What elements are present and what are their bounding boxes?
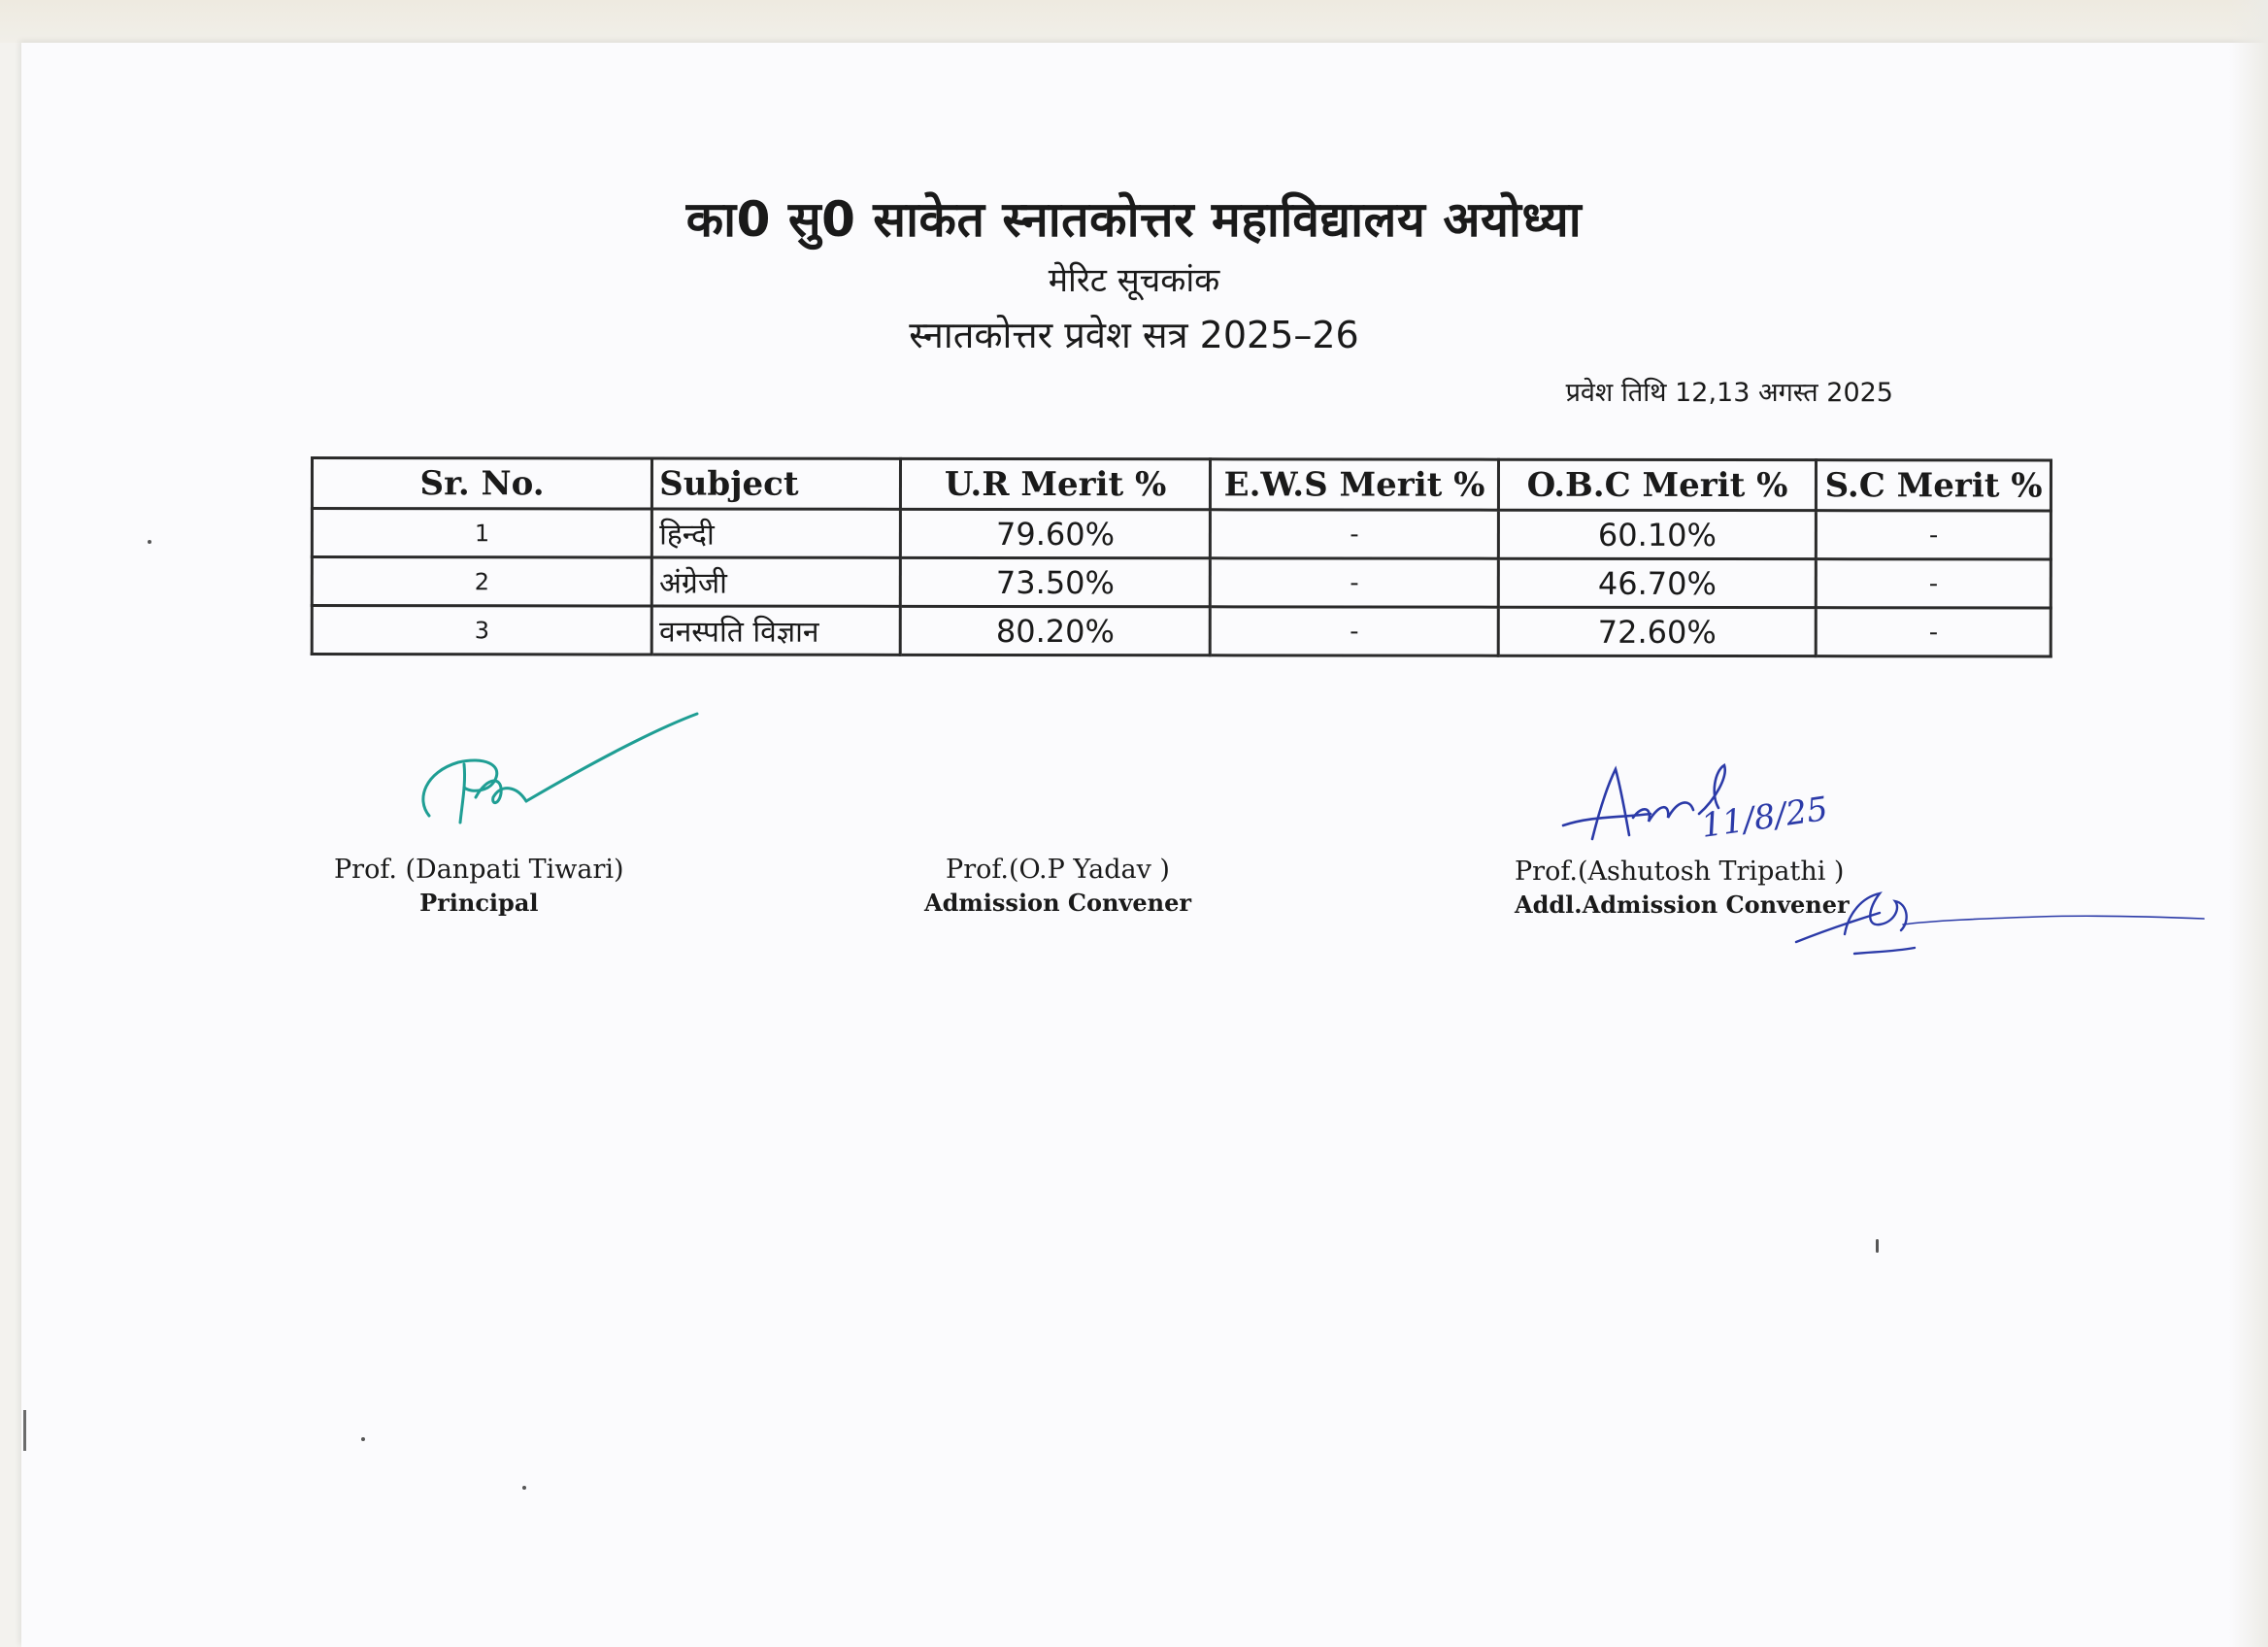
column-header-sr-no: Sr. No. bbox=[312, 458, 651, 509]
cell-obc-merit: 60.10% bbox=[1498, 510, 1817, 558]
convener-signatory bbox=[924, 855, 1191, 917]
cell-sr-no: 3 bbox=[312, 606, 651, 655]
signatory-name: Prof.(Ashutosh Tripathi ) bbox=[1515, 857, 1845, 887]
cell-ews-merit: - bbox=[1211, 607, 1499, 655]
principal-signature bbox=[408, 704, 709, 840]
table-header-row bbox=[312, 458, 2051, 512]
signatory-role: Addl.Admission Convener bbox=[1515, 891, 1850, 919]
scan-speck bbox=[522, 1486, 526, 1490]
signatory-role: Principal bbox=[419, 889, 539, 917]
cell-sc-merit: - bbox=[1817, 608, 2051, 656]
merit-table bbox=[311, 456, 2052, 658]
column-header-obc-merit: O.B.C Merit % bbox=[1498, 459, 1817, 510]
cell-subject: अंग्रेजी bbox=[651, 557, 900, 606]
column-header-ews-merit: E.W.S Merit % bbox=[1211, 459, 1499, 510]
column-header-sc-merit: S.C Merit % bbox=[1817, 460, 2051, 511]
admission-session: स्नातकोत्तर प्रवेश सत्र 2025–26 bbox=[909, 314, 1359, 356]
table-row bbox=[312, 606, 2051, 657]
signatory-role: Admission Convener bbox=[924, 889, 1192, 917]
admission-date: प्रवेश तिथि 12,13 अगस्त 2025 bbox=[1565, 378, 1893, 408]
scan-speck bbox=[148, 540, 151, 544]
addl-convener-signatory bbox=[1515, 857, 1850, 919]
cell-sr-no: 2 bbox=[312, 557, 651, 606]
college-name: का0 सु0 साकेत स्नातकोत्तर महाविद्यालय अयोध्या bbox=[685, 191, 1583, 248]
cell-subject: वनस्पति विज्ञान bbox=[651, 606, 900, 655]
signatory-name: Prof.(O.P Yadav ) bbox=[946, 855, 1170, 885]
cell-ur-merit: 80.20% bbox=[900, 606, 1211, 655]
scan-edge-mark bbox=[23, 1410, 26, 1451]
signatory-name: Prof. (Danpati Tiwari) bbox=[334, 855, 624, 885]
cell-sr-no: 1 bbox=[312, 509, 651, 557]
scan-speck bbox=[1876, 1239, 1879, 1253]
cell-sc-merit: - bbox=[1817, 511, 2051, 559]
cell-obc-merit: 72.60% bbox=[1498, 607, 1817, 655]
scan-speck bbox=[361, 1437, 365, 1441]
signature-date: 11/8/25 bbox=[1698, 790, 1831, 846]
scan-top-band bbox=[0, 0, 2268, 43]
document-subtitle: मेरिट सूचकांक bbox=[1048, 261, 1220, 300]
cell-ews-merit: - bbox=[1211, 558, 1499, 607]
initials-signature bbox=[1786, 874, 2214, 971]
column-header-subject: Subject bbox=[652, 458, 901, 509]
cell-ur-merit: 79.60% bbox=[900, 509, 1211, 557]
table-row bbox=[312, 509, 2051, 560]
cell-ews-merit: - bbox=[1211, 510, 1499, 558]
cell-obc-merit: 46.70% bbox=[1498, 558, 1817, 607]
table-row bbox=[312, 557, 2051, 609]
cell-sc-merit: - bbox=[1817, 559, 2051, 608]
cell-subject: हिन्दी bbox=[652, 509, 901, 557]
column-header-ur-merit: U.R Merit % bbox=[900, 458, 1211, 509]
cell-ur-merit: 73.50% bbox=[900, 557, 1211, 606]
principal-signatory bbox=[334, 855, 624, 917]
